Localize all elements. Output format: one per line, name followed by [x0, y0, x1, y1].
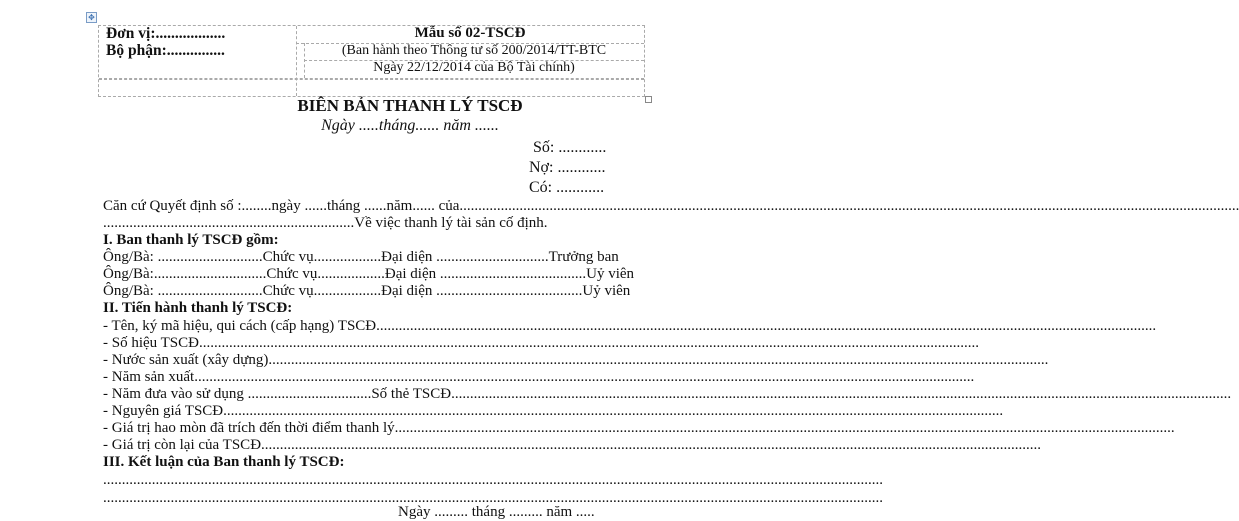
asset-item-label: - Giá trị hao mòn đã trích đến thời điểm thanh lý	[103, 420, 395, 436]
member-role: Trưởng ban	[548, 249, 619, 265]
member-name: Ông/Bà: ............................	[103, 283, 263, 299]
committee-row	[103, 283, 631, 300]
unit-field: Đơn vị:..................	[106, 25, 226, 42]
table-divider	[99, 79, 644, 80]
section-3-heading: III. Kết luận của Ban thanh lý TSCĐ:	[103, 454, 345, 470]
conclusion-line	[103, 472, 618, 489]
department-field: Bộ phận:...............	[106, 42, 225, 59]
asset-item-label: - Nước sản xuất (xây dựng)	[103, 352, 269, 368]
form-number: Mẫu số 02-TSCĐ	[414, 25, 526, 41]
basis-text: Căn cứ Quyết định số :........ngày ......tháng ......năm...... của	[103, 198, 460, 214]
issued-by-line-2: Ngày 22/12/2014 của Bộ Tài chính)	[373, 60, 575, 75]
footer-date: Ngày ......... tháng ......... năm .....	[398, 504, 595, 520]
member-role: Uỷ viên	[586, 266, 635, 282]
section-1-heading: I. Ban thanh lý TSCĐ gồm:	[103, 232, 279, 248]
asset-item-label: - Năm đưa vào sử dụng .................................Số thẻ TSCĐ	[103, 386, 452, 402]
member-position: Chức vụ..................	[262, 249, 382, 265]
basis-line-1	[103, 198, 603, 215]
basis-dots: ...................................................................	[103, 215, 355, 231]
committee-row	[103, 249, 618, 266]
member-representative: Đại diện .......................................	[384, 266, 587, 282]
credit-field: Có: ............	[529, 179, 605, 196]
debit-field: Nợ: ............	[529, 159, 606, 176]
committee-row	[103, 266, 635, 283]
member-representative: Đại diện .......................................	[381, 283, 583, 299]
asset-item	[103, 352, 618, 369]
document-title: BIÊN BẢN THANH LÝ TSCĐ	[297, 96, 523, 115]
member-role: Uỷ viên	[582, 283, 631, 299]
asset-item-label: - Số hiệu TSCĐ	[103, 335, 199, 351]
basis-line-2	[103, 215, 618, 232]
asset-item-label: - Giá trị còn lại của TSCĐ	[103, 437, 262, 453]
asset-item	[103, 420, 618, 437]
asset-item-label: - Năm sản xuất	[103, 369, 195, 385]
asset-item	[103, 335, 618, 352]
member-position: Chức vụ..................	[266, 266, 385, 282]
issued-by-line-1: (Ban hành theo Thông tư số 200/2014/TT-BTC	[341, 43, 607, 58]
asset-item	[103, 369, 618, 386]
member-position: Chức vụ..................	[262, 283, 382, 299]
asset-item-label: - Tên, ký mã hiệu, qui cách (cấp hạng) TSCĐ	[103, 318, 377, 334]
asset-item	[103, 386, 618, 403]
asset-item-label: - Nguyên giá TSCĐ	[103, 403, 224, 419]
basis-subject: Về việc thanh lý tài sản cố định.	[354, 215, 548, 231]
section-2-heading: II. Tiến hành thanh lý TSCĐ:	[103, 300, 293, 316]
document-date: Ngày .....tháng...... năm ......	[321, 117, 499, 134]
header-table	[98, 25, 645, 97]
member-name: Ông/Bà: ............................	[103, 249, 263, 265]
member-representative: Đại diện ..............................	[381, 249, 549, 265]
asset-item	[103, 403, 618, 420]
asset-item	[103, 318, 618, 335]
table-move-handle-icon[interactable]: ✥	[86, 12, 97, 23]
member-name: Ông/Bà:..............................	[103, 266, 267, 282]
number-field: Số: ............	[533, 139, 607, 156]
asset-item	[103, 437, 618, 454]
